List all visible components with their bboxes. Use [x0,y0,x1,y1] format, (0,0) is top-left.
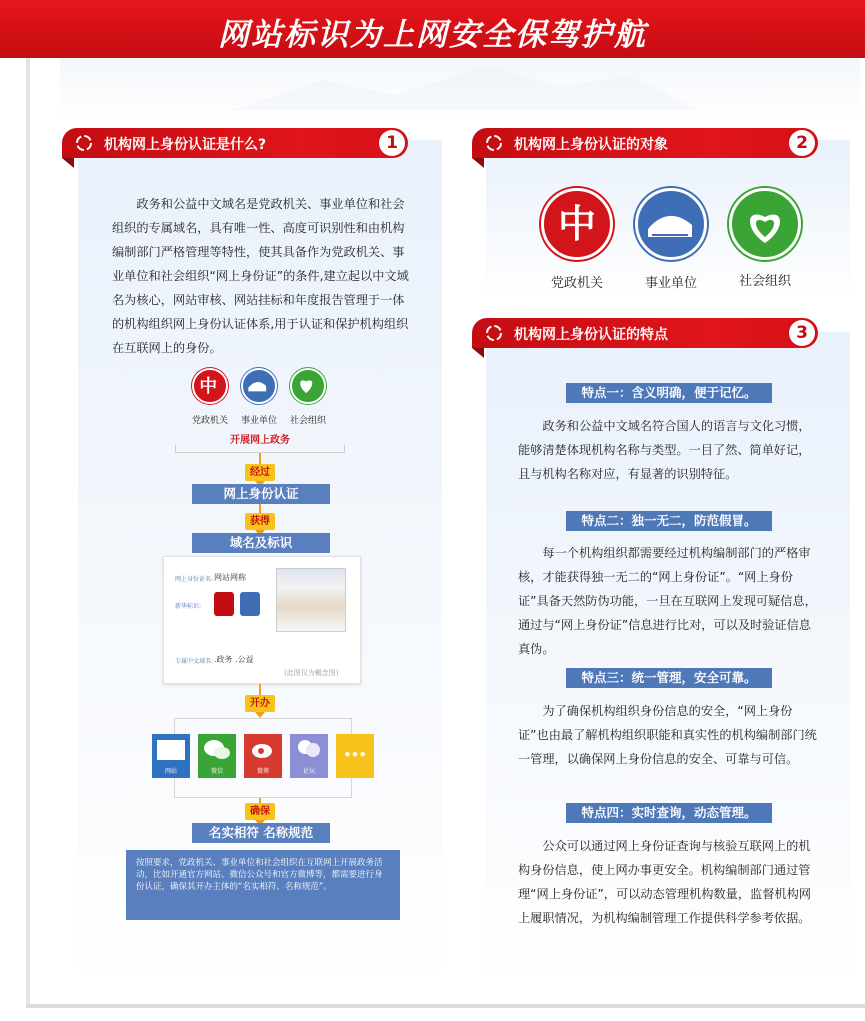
card-row1-value: 网站网称 [214,573,246,582]
social-emblem-icon [732,191,798,257]
feature-text-4: 公众可以通过网上身份证查询与核验互联网上的机构身份信息，使上网办事更安全。机构编制部门通过管理“网上身份证”，可以动态管理机构数量，监督机构网上履职情况，为机构编制管理工作提供科学参考依据。 [518,839,811,925]
app-website [152,734,190,778]
feature-tag-1: 特点一：含义明确，便于记忆。 [566,383,772,403]
section1-header [62,128,408,158]
section3-title: 机构网上身份认证的特点 [514,327,668,343]
feature-tag-2: 特点二：独一无二，防范假冒。 [566,511,772,531]
logo-label-party: 党政机关 [550,276,603,291]
app-wechat [198,734,236,778]
small-logo-social [290,368,326,404]
card-row3-label: 专属中文域名: [175,658,214,665]
feature-text-3: 为了确保机构组织身份信息的安全，“网上身份证”也由最了解机构组织职能和真实性的机构编制部门统一管理，以确保网上身份信息的安全、可靠与可信。 [518,704,817,766]
svg-text:中: 中 [557,202,597,246]
swirl-icon [486,135,502,151]
flow-tag-1: 经过 [245,464,275,481]
app-more [336,734,374,778]
section1-number: 1 [379,130,405,156]
app-weibo-label: 微博 [256,768,269,775]
app-forum-label: 论坛 [302,768,315,775]
section2-title: 机构网上身份认证的对象 [514,137,668,153]
section3-header [472,318,818,348]
flow-tag-4: 确保 [245,803,275,820]
flow-top-bracket [175,445,345,453]
logo-institution [635,188,707,260]
logo-label-institution: 事业单位 [644,276,697,291]
flow-tag-2: 获得 [245,513,275,530]
section3-fold [472,348,484,358]
party-emblem-icon [194,370,226,402]
app-weibo [244,734,282,778]
card-caption: (此图仅为概念图) [284,669,339,677]
section1-fold [62,158,74,168]
feature-tag-3: 特点三：统一管理，安全可靠。 [566,668,772,688]
forum-icon [290,734,328,764]
section2-number: 2 [789,130,815,156]
app-website-label: 网站 [164,768,177,775]
institution-emblem-icon [638,191,704,257]
small-logo-label-party: 党政机关 [191,416,228,426]
small-logo-party [192,368,228,404]
small-logo-label-social: 社会组织 [289,416,326,426]
swirl-icon [76,135,92,151]
app-wechat-label: 微信 [210,768,223,775]
small-logo-institution [241,368,277,404]
flow-note: 按照要求，党政机关、事业单位和社会组织在互联网上开展政务活动，比如开通官方网站、微信公众号和官方微博等，都需要进行身份认证，确保其开办主体的“名实相符、名称规范”。 [126,850,400,920]
swirl-icon [486,325,502,341]
institution-emblem-icon [243,370,275,402]
logo-party [541,188,613,260]
card-badge-blue [240,592,260,616]
card-row2-label: 新华标识: [175,603,202,610]
card-website-thumbnail [276,568,346,632]
page-shadow-left [26,58,30,1008]
flow-bar-1: 网上身份认证 [192,484,330,504]
feature-tag-4: 特点四：实时查询，动态管理。 [566,803,772,823]
flow-bar-2: 域名及标识 [192,533,330,553]
card-badge-red [214,592,234,616]
card-row3-value: .政务 .公益 [214,655,254,664]
card-row1-label: 网上身份证名: [175,576,214,583]
party-emblem-icon [544,191,610,257]
small-logo-label-institution: 事业单位 [240,416,277,426]
social-emblem-icon [292,370,324,402]
feature-text-2: 每一个机构组织都需要经过机构编制部门的严格审核，才能获得独一无二的“网上身份证”。“网上身份证”具备天然防伪功能，一旦在互联网上发现可疑信息，通过与“网上身份证”信息进行比对，可以及时验证信息真伪。 [518,546,817,656]
svg-text:中: 中 [199,377,218,398]
wechat-icon [198,734,236,764]
flow-top-label: 开展网上政务 [230,435,290,446]
section1-paragraph: 政务和公益中文域名是党政机关、事业单位和社会组织的专属域名，具有唯一性、高度可识别性和由机构编制部门严格管理等特性，使其具备作为党政机关、事业单位和社会组织“网上身份证”的条件,建立起以中文域名为核心，网站审核、网站挂标和年度报告管理于一体的机构组织网上身份认证体系,用于认证和保护机构组织在互联网上的身份。 [112,197,409,355]
flow-bar-4: 名实相符 名称规范 [192,823,330,843]
feature-text-1: 政务和公益中文域名符合国人的语言与文化习惯，能够清楚体现机构名称与类型。一目了然、简单好记，且与机构名称对应，有显著的识别特征。 [518,419,811,481]
page-shadow-bottom [26,1004,865,1008]
logo-label-social: 社会组织 [738,274,791,289]
more-dots-icon: ••• [343,748,367,762]
page-title: 网站标识为上网安全保驾护航 [218,17,647,53]
logo-social [729,188,801,260]
section2-fold [472,158,484,168]
weibo-icon [244,734,282,764]
section2-header [472,128,818,158]
section1-title: 机构网上身份认证是什么? [104,137,267,153]
app-forum [290,734,328,778]
section3-number: 3 [789,320,815,346]
flow-tag-3: 开办 [245,695,275,712]
